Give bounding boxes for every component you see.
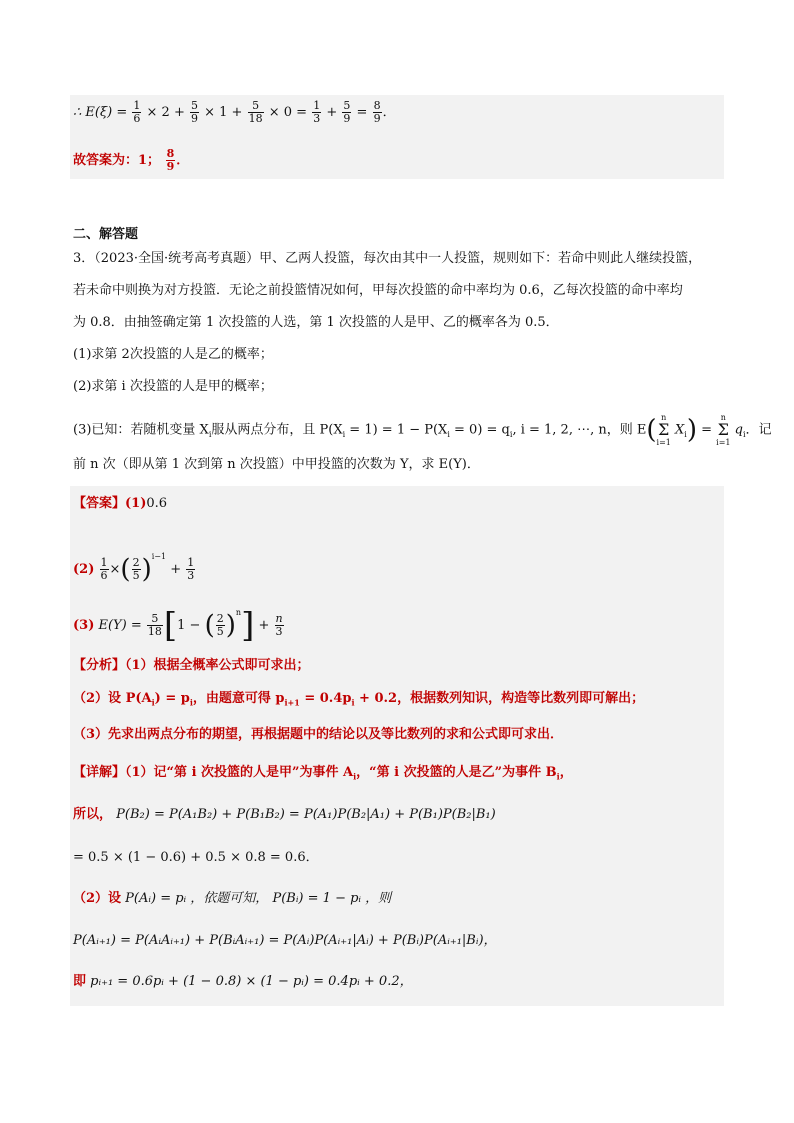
fraction: $\frac{5}{18}$: [147, 612, 162, 638]
fraction: $\frac{5}{9}$: [190, 99, 198, 125]
detail-1: 【详解】（1）记“第 i 次投篮的人是甲”为事件 $A_i$，“第 i 次投篮的人是乙”为事件 $B_i$，: [73, 765, 573, 782]
answer-2: (2) $\frac{1}{6}$ ×( $\frac{2}{5}$ )$^{i-1}$ + $\frac{1}{3}$: [73, 552, 195, 585]
question-part-3: (3)已知：若随机变量 $X_i$服从两点分布，且 $P(X_i = 1) = 1 - P(X_i = 0) = q_i$, i = 1, 2, ⋯, n，则 E( n Σ i=1 $X_i) = n$ Σ i=1 $q_i$．记: [73, 413, 772, 447]
question-line-1: 3．（2023·全国·统考高考真题）甲、乙两人投篮，每次由其中一人投篮，规则如下：若命中则此人继续投篮，: [73, 251, 702, 266]
detail-3: = 0.5 × (1 − 0.6) + 0.5 × 0.8 = 0.6．: [73, 850, 319, 865]
fraction: $\frac{1}{6}$: [133, 99, 141, 125]
question-line-3: 为 0.8．由抽签确定第 1 次投篮的人选，第 1 次投篮的人是甲、乙的概率各为 0.5．: [73, 315, 559, 330]
answer-line-top: 故答案为：1； $\frac{8}{9}$ ．: [73, 147, 190, 173]
fraction: $\frac{8}{9}$: [373, 99, 381, 125]
fraction: $\frac{5}{9}$: [343, 99, 351, 125]
question-line-2: 若未命中则换为对方投篮．无论之前投篮情况如何，甲每次投篮的命中率均为 0.6，乙每次投篮的命中率均: [73, 283, 683, 298]
question-part-2: (2)求第 i 次投篮的人是甲的概率；: [73, 379, 273, 394]
answer-3: (3) E(Y) = $\frac{5}{18}$ [1 − ( $\frac{2}{5}$ )$^n$] + $\frac{n}{3}$: [73, 605, 283, 646]
fraction: $\frac{n}{3}$: [275, 612, 283, 638]
detail-4: （2）设 P(Aᵢ) = pᵢ ，依题可知， P(Bᵢ) = 1 − pᵢ ，则: [73, 891, 392, 906]
analysis-2: （2）设 $P(A_i) = p_i$，由题意可得 $p_{i+1} = 0.4p_i + 0.2$，根据数列知识，构造等比数列即可解出；: [73, 691, 645, 708]
fraction: $\frac{1}{6}$: [100, 556, 108, 582]
section-heading: 二、解答题: [73, 227, 139, 242]
answer-1: 【答案】(1)0.6: [73, 496, 168, 511]
question-part-3-line-2: 前 n 次（即从第 1 次到第 n 次投篮）中甲投篮的次数为 Y，求 E(Y)．: [73, 457, 480, 472]
expectation-line: ∴ E(ξ) = $\frac{1}{6}$ × 2 + $\frac{5}{9}$ × 1 + $\frac{5}{18}$ × 0 = $\frac{1}{3}$ + $\frac{5}{9}$ = $\frac{8}{9}$ ．: [73, 99, 396, 125]
detail-6: 即 pᵢ₊₁ = 0.6pᵢ + (1 − 0.8) × (1 − pᵢ) = 0.4pᵢ + 0.2，: [73, 974, 413, 989]
analysis-1: 【分析】（1）根据全概率公式即可求出；: [73, 658, 310, 673]
detail-2: 所以， P(B₂) = P(A₁B₂) + P(B₁B₂) = P(A₁)P(B₂|A₁) + P(B₁)P(B₂|B₁): [73, 807, 496, 822]
fraction: $\frac{2}{5}$: [132, 556, 140, 582]
fraction: $\frac{2}{5}$: [216, 612, 224, 638]
sum-symbol: n Σ i=1: [656, 413, 671, 447]
sum-symbol: n Σ i=1: [716, 413, 731, 447]
analysis-3: （3）先求出两点分布的期望，再根据题中的结论以及等比数列的求和公式即可求出．: [73, 727, 564, 742]
fraction: $\frac{1}{3}$: [187, 556, 195, 582]
fraction: $\frac{5}{18}$: [248, 99, 263, 125]
fraction: $\frac{8}{9}$: [166, 147, 175, 173]
detail-5: P(Aᵢ₊₁) = P(AᵢAᵢ₊₁) + P(BᵢAᵢ₊₁) = P(Aᵢ)P(Aᵢ₊₁|Aᵢ) + P(Bᵢ)P(Aᵢ₊₁|Bᵢ)，: [73, 933, 497, 948]
question-part-1: (1)求第 2次投篮的人是乙的概率；: [73, 347, 273, 362]
fraction: $\frac{1}{3}$: [313, 99, 321, 125]
